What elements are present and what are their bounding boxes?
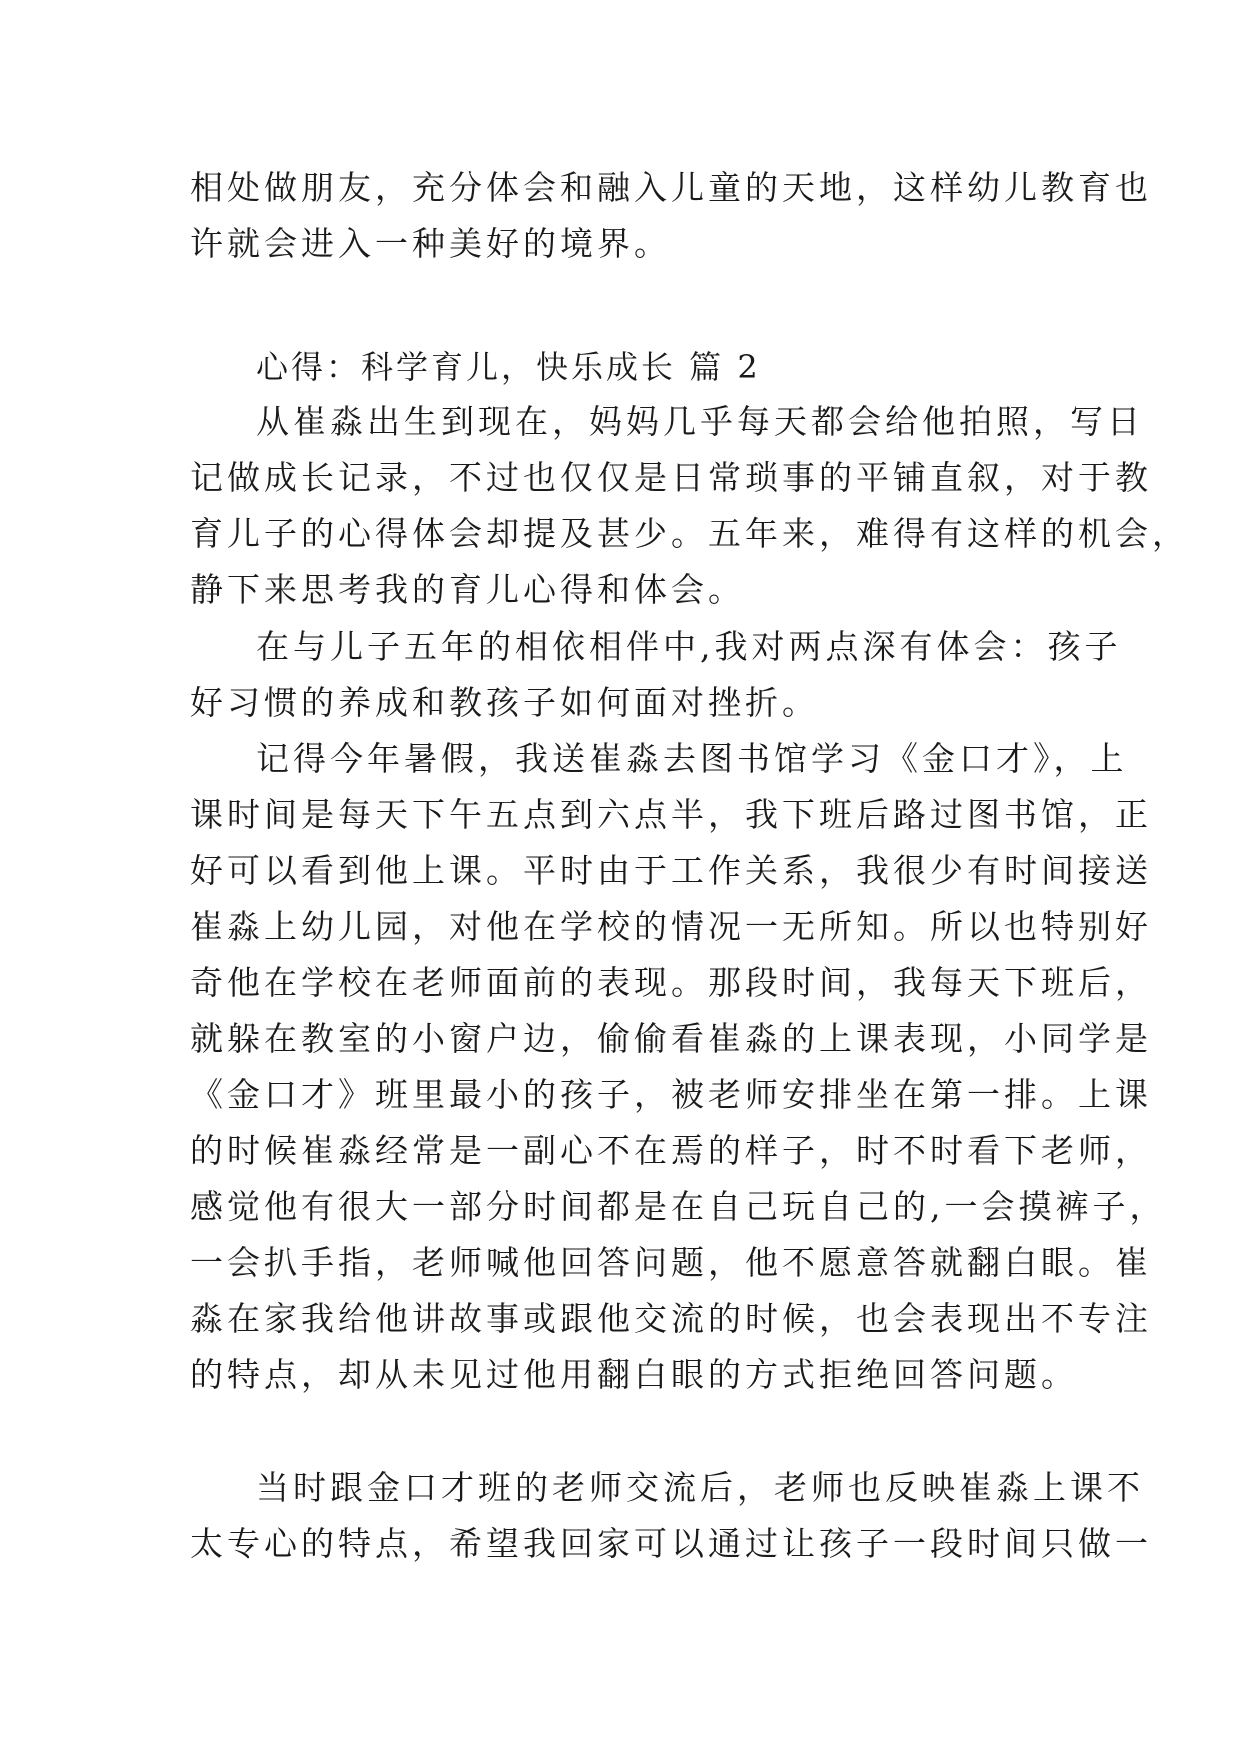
text-line: 崔淼上幼儿园，对他在学校的情况一无所知。所以也特别好 (190, 907, 1152, 946)
text-line: 当时跟金口才班的老师交流后，老师也反映崔淼上课不 (256, 1468, 1144, 1507)
text-line: 相处做朋友，充分体会和融入儿童的天地，这样幼儿教育也 (190, 168, 1152, 207)
text-line: 育儿子的心得体会却提及甚少。五年来，难得有这样的机会， (190, 514, 1189, 553)
text-line: 好习惯的养成和教孩子如何面对挫折。 (190, 683, 819, 722)
text-line: 课时间是每天下午五点到六点半，我下班后路过图书馆，正 (190, 795, 1152, 834)
paragraph-3 (190, 731, 1167, 1403)
text-line: 许就会进入一种美好的境界。 (190, 224, 671, 263)
text-line: 奇他在学校在老师面前的表现。那段时间，我每天下班后， (190, 963, 1152, 1002)
paragraph-2 (190, 619, 1122, 731)
intro-paragraph (190, 160, 1152, 272)
text-line: 就躲在教室的小窗户边，偷偷看崔淼的上课表现，小同学是 (190, 1019, 1152, 1058)
text-line: 太专心的特点，希望我回家可以通过让孩子一段时间只做一 (190, 1524, 1152, 1563)
text-line: 的特点，却从未见过他用翻白眼的方式拒绝回答问题。 (190, 1355, 1078, 1394)
text-line: 好可以看到他上课。平时由于工作关系，我很少有时间接送 (190, 851, 1152, 890)
text-line: 记得今年暑假，我送崔淼去图书馆学习《金口才》，上 (256, 739, 1128, 778)
paragraph-1 (190, 394, 1189, 618)
paragraph-4 (190, 1460, 1152, 1572)
text-line: 静下来思考我的育儿心得和体会。 (190, 570, 745, 609)
text-line: 《金口才》班里最小的孩子，被老师安排坐在第一排。上课 (190, 1075, 1152, 1114)
section-heading (190, 339, 1050, 395)
text-line: 记做成长记录，不过也仅仅是日常琐事的平铺直叙，对于教 (190, 458, 1152, 497)
text-line: 感觉他有很大一部分时间都是在自己玩自己的,一会摸裤子， (190, 1187, 1167, 1226)
text-line: 从崔淼出生到现在，妈妈几乎每天都会给他拍照，写日 (256, 402, 1144, 441)
heading-text: 心得：科学育儿，快乐成长 篇 2 (256, 348, 761, 386)
text-line: 一会扒手指，老师喊他回答问题，他不愿意答就翻白眼。崔 (190, 1243, 1152, 1282)
text-line: 的时候崔淼经常是一副心不在焉的样子，时不时看下老师， (190, 1131, 1152, 1170)
text-line: 淼在家我给他讲故事或跟他交流的时候，也会表现出不专注 (190, 1299, 1152, 1338)
text-line: 在与儿子五年的相依相伴中,我对两点深有体会：孩子 (256, 627, 1122, 666)
